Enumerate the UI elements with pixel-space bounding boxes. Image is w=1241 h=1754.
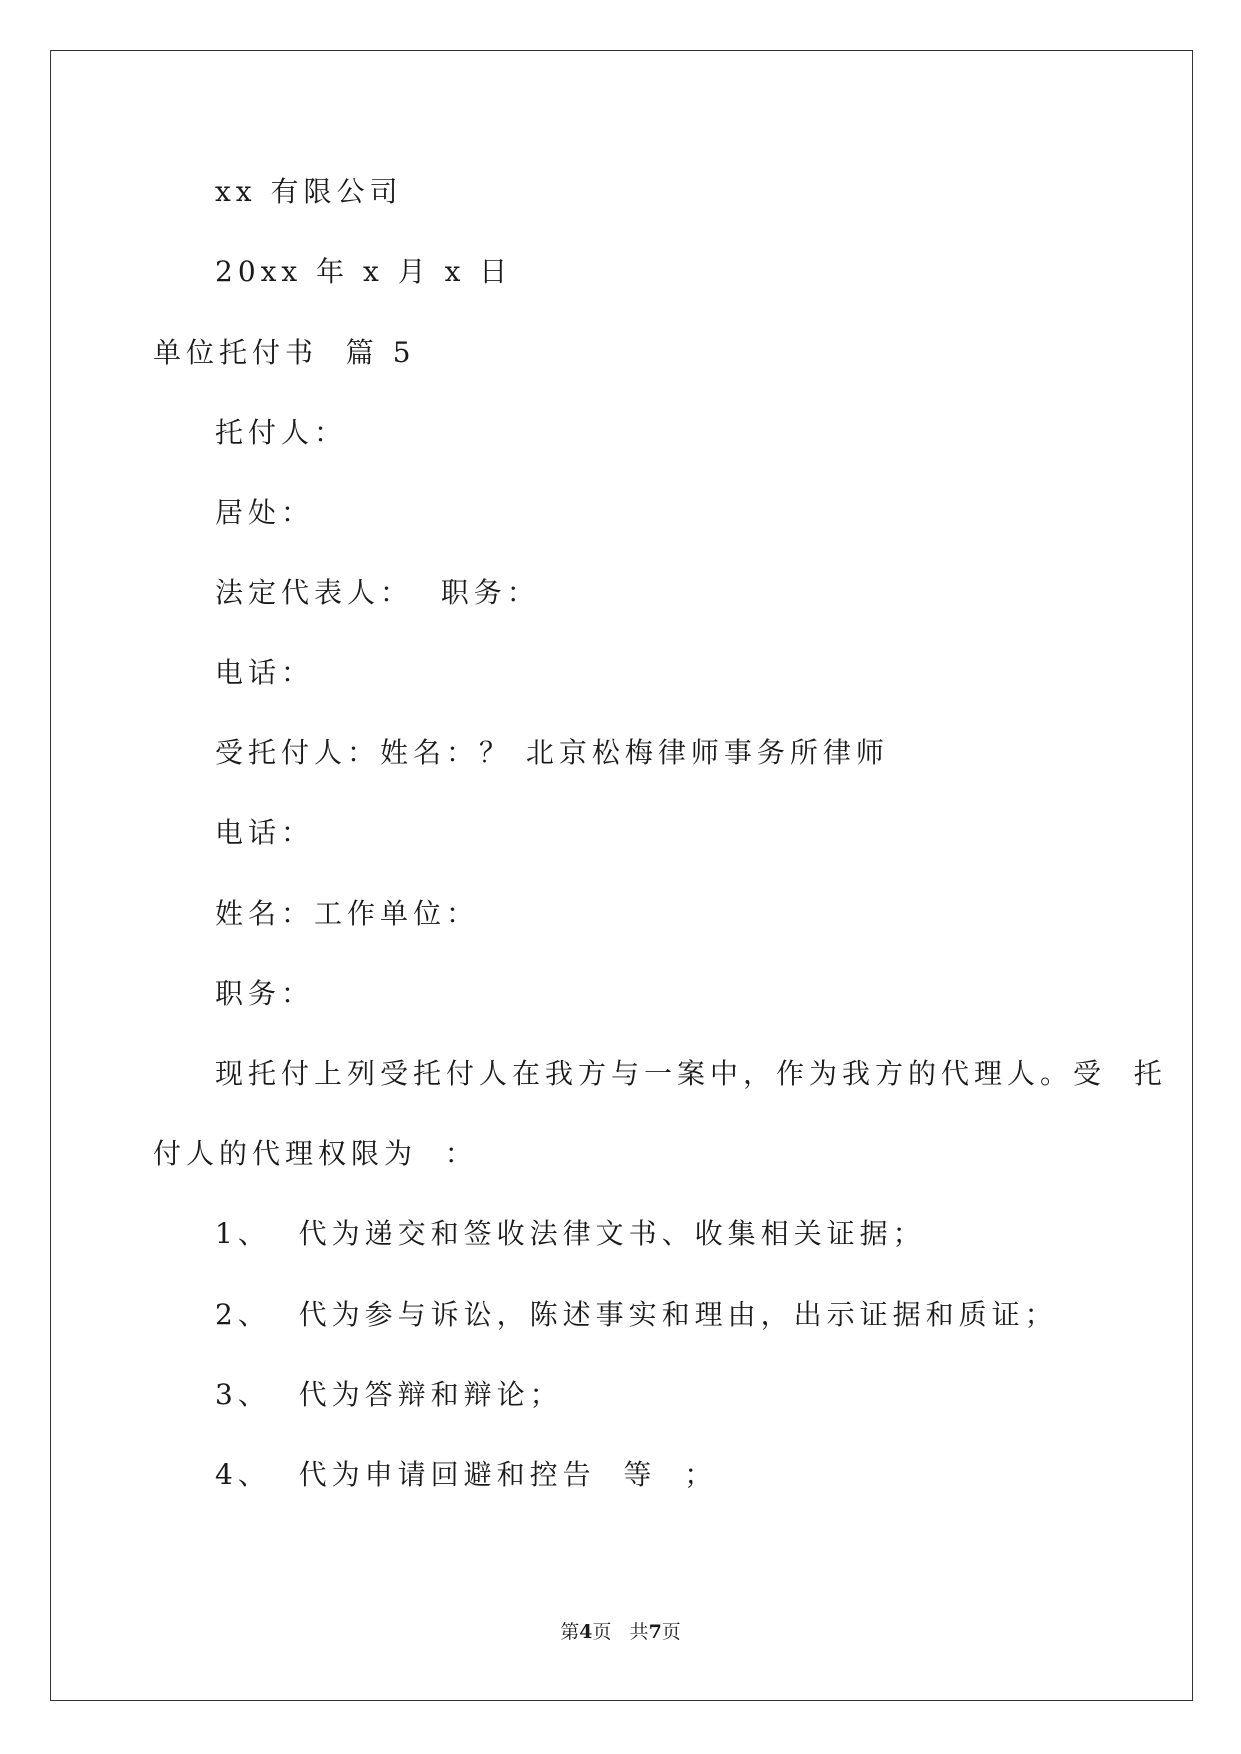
authorization-paragraph-cont: 付人的代理权限为 ： — [153, 1137, 478, 1170]
total-page-number: 7 — [648, 1621, 662, 1643]
principal-line: 托付人： — [215, 416, 348, 449]
footer-suffix: 页 — [661, 1621, 681, 1643]
legal-rep-line: 法定代表人： 职务： — [215, 576, 540, 609]
list-item-3: 3、 代为答辩和辩论； — [215, 1378, 563, 1411]
date-line: 20xx 年 x 月 x 日 — [215, 255, 513, 288]
page-border — [50, 50, 1193, 1701]
agent-line: 受托付人：姓名：？ 北京松梅律师事务所律师 — [215, 736, 889, 769]
phone-line: 电话： — [215, 656, 315, 689]
footer-middle: 页 共 — [592, 1621, 649, 1643]
current-page-number: 4 — [579, 1621, 593, 1643]
list-item-2: 2、 代为参与诉讼，陈述事实和理由，出示证据和质证； — [215, 1298, 1058, 1331]
agent-name-line: 姓名：工作单位： — [215, 897, 480, 930]
page-footer — [0, 1620, 1241, 1644]
address-line: 居处： — [215, 496, 315, 529]
authorization-paragraph: 现托付上列受托付人在我方与一案中，作为我方的代理人。受 托 — [215, 1057, 1167, 1090]
footer-prefix: 第 — [560, 1621, 580, 1643]
list-item-4: 4、 代为申请回避和控告 等 ； — [215, 1458, 718, 1491]
agent-position-line: 职务： — [215, 977, 315, 1010]
list-item-1: 1、 代为递交和签收法律文书、收集相关证据； — [215, 1217, 926, 1250]
agent-phone-line: 电话： — [215, 816, 315, 849]
company-name: xx 有限公司 — [215, 175, 403, 208]
section-heading: 单位托付书 篇 5 — [153, 336, 416, 369]
